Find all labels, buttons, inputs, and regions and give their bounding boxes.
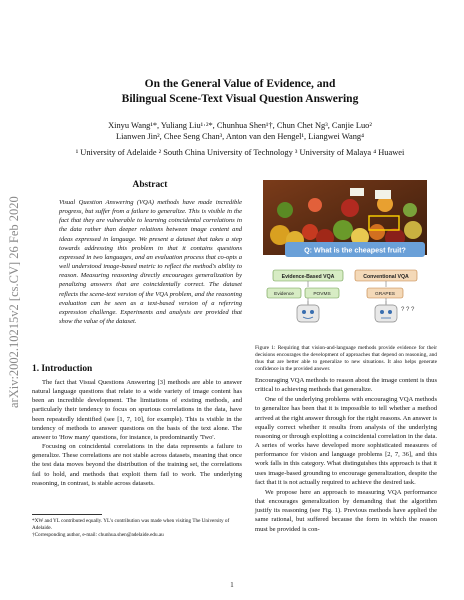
evidence-vqa-label: Evidence-Based VQA [281, 273, 335, 280]
footnote-rule [32, 514, 102, 515]
arxiv-stamp [3, 170, 25, 410]
page-number: 1 [230, 582, 234, 589]
question-marks: ? ? ? [401, 307, 415, 313]
affiliations: ¹ University of Adelaide ² South China University of Technology ³ University of Malaya ⁴ Huawei [75, 148, 405, 157]
body-paragraph: Encouraging VQA methods to reason about the image content is thus critical to achieving methods that generalize. [255, 377, 437, 394]
povms-label: POVMS [313, 292, 331, 297]
robot-icon [297, 301, 319, 322]
intro-heading: 1. Introduction [32, 364, 93, 374]
authors-line-2: Lianwen Jin², Chee Seng Chan³, Anton van den Hengel¹, Liangwei Wang⁴ [115, 132, 365, 141]
authors-line-1: Xinyu Wang¹*, Yuliang Liu¹·²*, Chunhua Shen¹†, Chun Chet Ng³, Canjie Luo² [108, 121, 372, 130]
intro-paragraph: Focusing on coincidental correlations in the data represents a failure to generalize. These correlations are not stable across datasets, meaning that once the test data moves beyond the distribution of the training set, the correlations fail to hold, and methods that exploit them fail to work. The underlying reasoning, in contrast, is stable across datasets. [32, 443, 242, 487]
intro-body [32, 378, 242, 488]
footnotes [32, 518, 242, 539]
body-paragraph: We propose here an approach to measuring VQA performance that encourages generalization by demanding that the algorithm justify its reasoning (see Fig. 1). Previous methods have applied the same rational, but suffered because the form in which the reason must be provided is con- [255, 488, 437, 533]
footnote-corresponding: †Corresponding author, e-mail: chunhua.shen@adelaide.edu.au [32, 532, 164, 538]
abstract-heading: Abstract [132, 180, 168, 190]
author-list [40, 120, 440, 142]
figure-1 [255, 180, 435, 340]
conventional-vqa-label: Conventional VQA [363, 273, 409, 280]
footnote-contrib: *XW and YL contributed equally. YL's contribution was made when visiting The University of Adelaide. [32, 518, 230, 531]
right-column-body [255, 376, 437, 535]
body-paragraph: One of the underlying problems with encouraging VQA methods to generalize has been that it is impossible to tell whether a method arrived at the right answer through for the right reasons. An answer is equally correct whether it results from analysis of the underlying reasoning or through exploiting a coincidental correlation in the data. A series of works have developed more sophisticated measures of performance for vision and language problems [2, 7, 36], and this work falls in this category. What distinguishes this approach is that it uses image-based grounding to encourage generalization, despite the fact that it is not actually required to achieve the desired task. [255, 396, 437, 486]
title-line-2: Bilingual Scene-Text Visual Question Answering [121, 93, 359, 105]
evidence-label: Evidence [274, 292, 294, 297]
question-text: Q: What is the cheapest fruit? [304, 245, 406, 255]
abstract-body: Visual Question Answering (VQA) methods have made incredible progress, but suffer from a failure to generalize. This is visible in the fact that they are vulnerable to learning coincidental correlations in the data rather than deeper relations between image content and ideas expressed in language. We present a dataset that takes a step towards addressing this problem in that it contains questions expressed in two languages, and an evaluation process that co-opts a well understood image-based metric to reflect the method's ability to reason. Measuring reasoning directly encourages generalization by penalizing answers that are coincidentally correct. The dataset reflects the scene-text version of the VQA problem, and the reasoning evaluation can be seen as a text-based version of a referring expression challenge. Experiments and analysis are provided that show the value of the dataset. [59, 199, 242, 326]
title-line-1: On the General Value of Evidence, and [144, 78, 336, 90]
figure-caption: Figure 1: Requiring that vision-and-language methods provide evidence for their decisions encourages the development of approaches that depend on reasoning, and thus that are better able to generalize to new situations. It also helps generate confidence in the provided answer. [255, 345, 437, 373]
robot-icon [375, 301, 397, 322]
paper-title [40, 77, 440, 107]
intro-paragraph: The fact that Visual Questions Answering [3] methods are able to answer natural language questions that relate to a wide variety of image content has been an incredible development. The limitations of existing methods, and particularly their tendency to focus on spurious correlations in the data, have been repeatedly identified (see [1, 7, 10], for example). This is visible in the tendency of methods to answer questions on the basis of the text alone. The answer to 'How many' questions, for instance, is predominantly 'Two'. [32, 379, 242, 441]
grapes-label: GRAPES [375, 292, 395, 297]
arxiv-id: arXiv:2002.10215v2 [cs.CV] 26 Feb 2020 [7, 196, 21, 408]
